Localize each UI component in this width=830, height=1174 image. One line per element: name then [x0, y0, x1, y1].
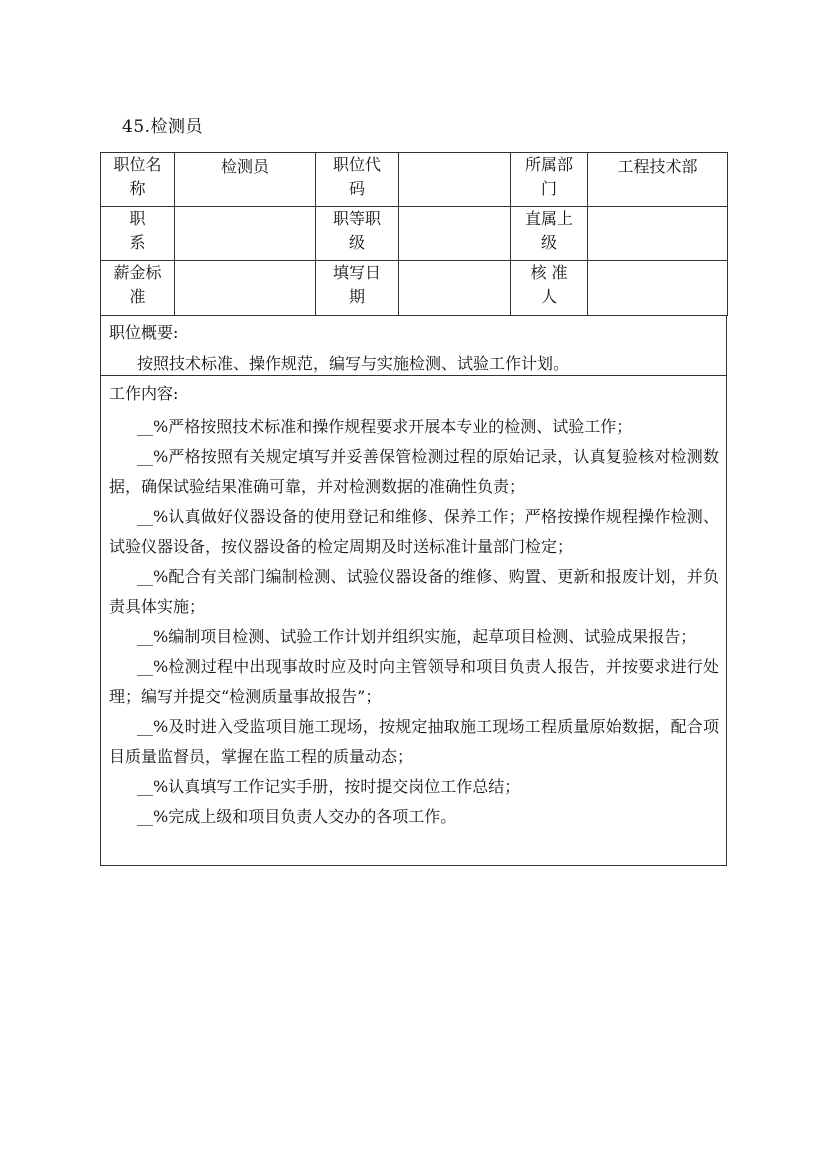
value-job-series	[175, 207, 316, 261]
work-item: __%严格按照技术标准和操作规程要求开展本专业的检测、试验工作；	[137, 417, 633, 436]
label-fill-date: 填写日 期	[316, 261, 399, 316]
value-job-grade	[399, 207, 511, 261]
work-content-section	[100, 376, 727, 866]
value-approver	[588, 261, 728, 316]
label-position-code: 职位代 码	[316, 153, 399, 207]
position-summary-section	[100, 315, 727, 376]
work-item: __%及时进入受监项目施工现场，按规定抽取施工现场工程质量原始数据，配合项目质量监督员，掌握在监工程的质量动态；	[109, 717, 719, 766]
work-title: 工作内容:	[109, 384, 179, 403]
value-salary-standard	[175, 261, 316, 316]
label-salary-standard: 薪金标 准	[101, 261, 175, 316]
value-fill-date	[399, 261, 511, 316]
label-job-grade: 职等职 级	[316, 207, 399, 261]
position-table	[100, 152, 728, 316]
work-items	[109, 412, 719, 832]
label-department: 所属部 门	[511, 153, 588, 207]
value-department: 工程技术部	[588, 153, 728, 207]
label-approver: 核 准 人	[511, 261, 588, 316]
work-item: __%严格按照有关规定填写并妥善保管检测过程的原始记录，认真复验核对检测数据，确保试验结果准确可靠，并对检测数据的准确性负责；	[109, 447, 719, 496]
label-position-name: 职位名 称	[101, 153, 175, 207]
work-item: __%检测过程中出现事故时应及时向主管领导和项目负责人报告，并按要求进行处理；编写并提交“检测质量事故报告”；	[109, 657, 719, 706]
work-item: __%认真填写工作记实手册，按时提交岗位工作总结；	[137, 777, 521, 796]
table-row-1	[101, 153, 728, 207]
work-item: __%完成上级和项目负责人交办的各项工作。	[137, 807, 457, 826]
summary-title: 职位概要:	[109, 323, 179, 342]
work-item: __%配合有关部门编制检测、试验仪器设备的维修、购置、更新和报废计划，并负责具体实施；	[109, 567, 719, 616]
value-position-name: 检测员	[175, 153, 316, 207]
label-direct-superior: 直属上 级	[511, 207, 588, 261]
page-heading: 45.检测员	[122, 117, 204, 137]
table-row-2	[101, 207, 728, 261]
value-position-code	[399, 153, 511, 207]
work-item: __%编制项目检测、试验工作计划并组织实施，起草项目检测、试验成果报告；	[137, 627, 697, 646]
work-item: __%认真做好仪器设备的使用登记和维修、保养工作；严格按操作规程操作检测、试验仪器设备，按仪器设备的检定周期及时送标准计量部门检定；	[109, 507, 719, 556]
table-row-3	[101, 261, 728, 316]
value-direct-superior	[588, 207, 728, 261]
summary-text: 按照技术标准、操作规范，编写与实施检测、试验工作计划。	[137, 354, 570, 373]
label-job-series: 职 系	[101, 207, 175, 261]
